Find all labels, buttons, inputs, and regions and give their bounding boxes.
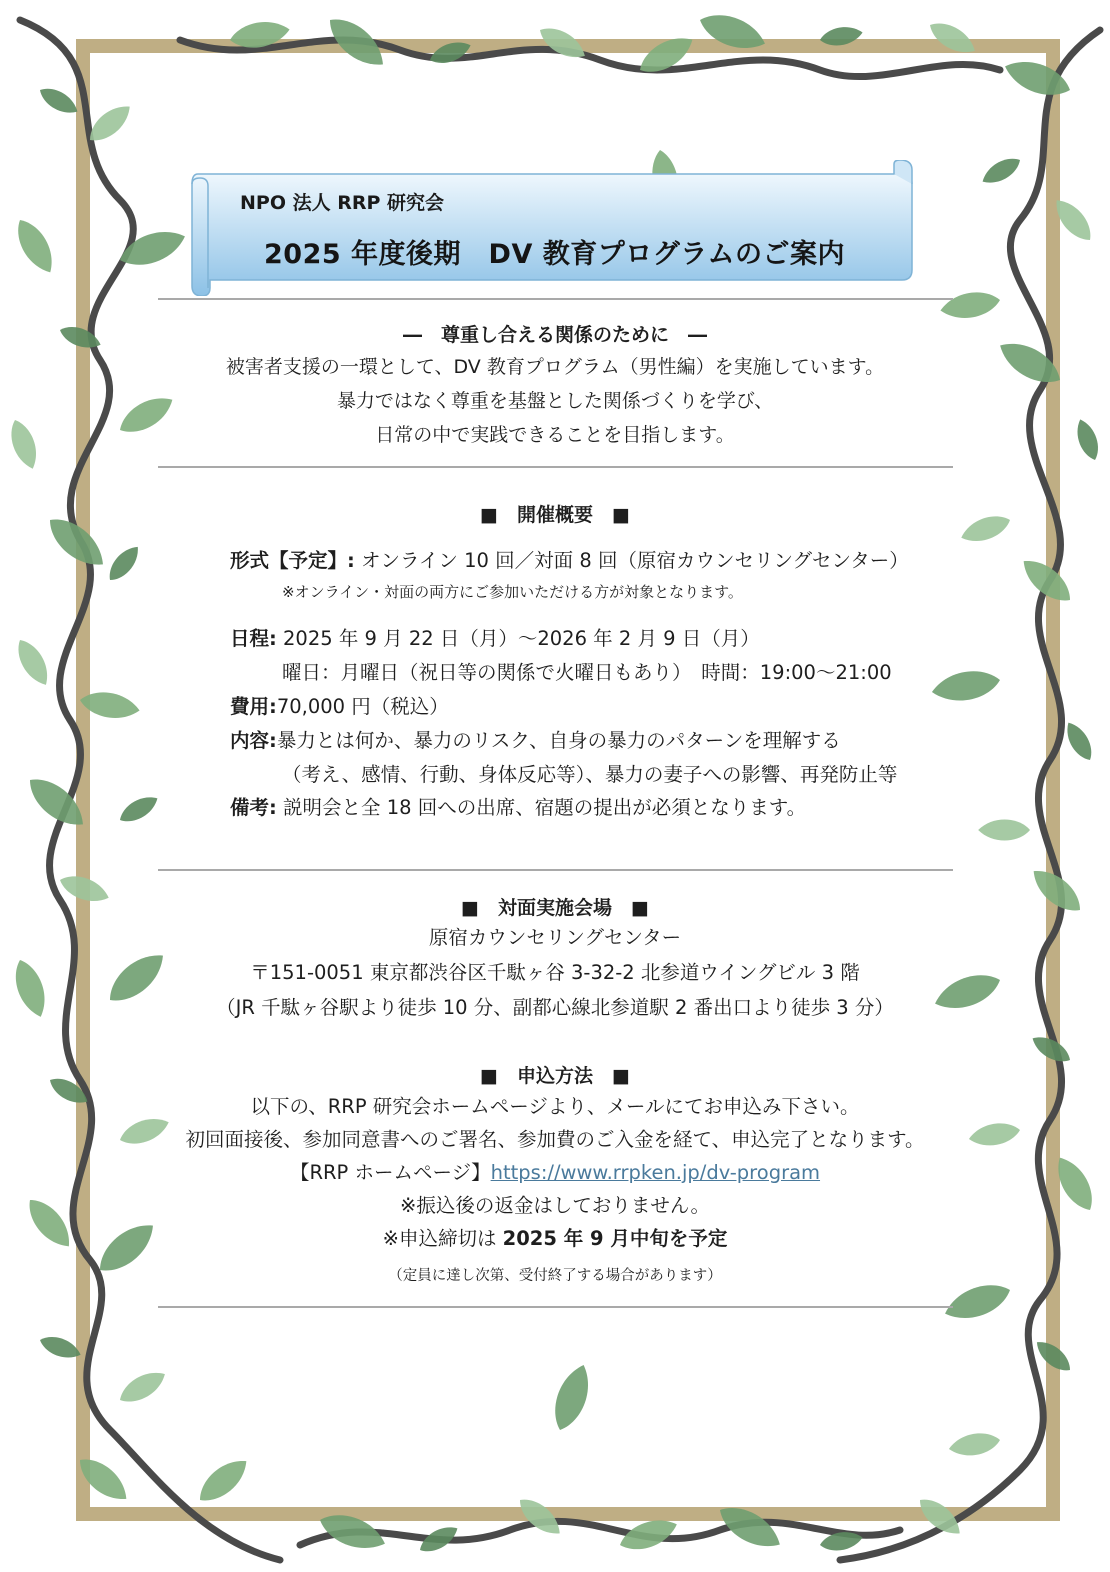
leaf-decoration xyxy=(929,666,1002,706)
remarks-row xyxy=(230,792,806,820)
leaf-decoration xyxy=(938,288,1002,323)
leaf-decoration xyxy=(925,16,980,60)
leaf-decoration xyxy=(1061,718,1098,764)
leaf-decoration xyxy=(947,1430,1002,1460)
format-note: ※オンライン・対面の両方にご参加いただける方が対象となります。 xyxy=(282,583,743,601)
title-banner xyxy=(188,160,916,296)
content-value-continued: （考え、感情、行動、身体反応等）、暴力の妻子への影響、再発防止等 xyxy=(282,763,898,786)
intro-line: 被害者支援の一環として、DV 教育プログラム（男性編）を実施しています。 xyxy=(225,356,885,378)
apply-details xyxy=(140,1090,970,1255)
leaf-decoration xyxy=(11,635,55,690)
homepage-link[interactable]: https://www.rrpken.jp/dv-program xyxy=(490,1161,821,1184)
refund-note: ※振込後の返金はしておりません。 xyxy=(399,1194,710,1217)
leaf-decoration xyxy=(967,1120,1022,1150)
apply-line: 以下の、RRP 研究会ホームページより、メールにてお申込み下さい。 xyxy=(250,1095,860,1118)
schedule-detail: 曜日：月曜日（祝日等の関係で火曜日もあり） 時間：19:00～21:00 xyxy=(282,661,892,684)
overview-heading: ■ 開催概要 ■ xyxy=(480,504,630,526)
fee-label: 費用: xyxy=(230,695,277,718)
leaf-decoration xyxy=(192,1452,254,1510)
leaf-decoration xyxy=(115,1365,170,1409)
venue-name: 原宿カウンセリングセンター xyxy=(428,926,682,949)
format-label: 形式【予定】: xyxy=(230,549,355,572)
leaf-decoration xyxy=(103,541,144,585)
schedule-row xyxy=(230,623,760,651)
leaf-decoration xyxy=(116,791,162,828)
apply-heading: ■ 申込方法 ■ xyxy=(480,1065,630,1087)
leaf-decoration xyxy=(8,956,52,1021)
schedule-value: 2025 年 9 月 22 日（月）～2026 年 2 月 9 日（月） xyxy=(283,627,760,650)
remarks-label: 備考: xyxy=(230,796,277,819)
tagline: ― 尊重し合える関係のために ― xyxy=(402,324,707,346)
content-label: 内容: xyxy=(230,729,277,752)
capacity-note: （定員に達し次第、受付終了する場合があります） xyxy=(388,1268,722,1284)
intro-line: 暴力ではなく尊重を基盤とした関係づくりを学び、 xyxy=(336,390,774,412)
venue-heading: ■ 対面実施会場 ■ xyxy=(461,897,649,919)
apply-line: 初回面接後、参加同意書へのご署名、参加費のご入金を経て、申込完了となります。 xyxy=(185,1128,925,1151)
venue-address: 〒151-0051 東京都渋谷区千駄ヶ谷 3-32-2 北参道ウイングビル 3 階 xyxy=(250,961,860,984)
leaf-decoration xyxy=(547,1360,597,1435)
remarks-value: 説明会と全 18 回への出席、宿題の提出が必須となります。 xyxy=(283,796,807,819)
leaf-decoration xyxy=(36,82,82,119)
leaf-decoration xyxy=(9,214,61,279)
divider xyxy=(158,869,953,871)
content-row xyxy=(230,725,841,753)
deadline-prefix: ※申込締切は xyxy=(382,1227,503,1250)
format-value: オンライン 10 回／対面 8 回（原宿カウンセリングセンター） xyxy=(361,549,909,572)
divider xyxy=(158,298,953,300)
divider xyxy=(158,1306,953,1308)
intro-text xyxy=(140,350,970,452)
homepage-label: 【RRP ホームページ】 xyxy=(289,1161,491,1184)
deadline-value: 2025 年 9 月中旬を予定 xyxy=(502,1227,728,1250)
leaf-decoration xyxy=(21,1192,79,1254)
venue-details xyxy=(140,920,970,1025)
schedule-label: 日程: xyxy=(230,627,277,650)
homepage-row xyxy=(140,1156,970,1189)
intro-line: 日常の中で実践できることを目指します。 xyxy=(375,424,735,446)
content-value: 暴力とは何か、暴力のリスク、自身の暴力のパターンを理解する xyxy=(276,729,841,752)
deadline-row xyxy=(140,1222,970,1255)
venue-access: （JR 千駄ヶ谷駅より徒歩 10 分、副都心線北参道駅 2 番出口より徒歩 3 分） xyxy=(216,996,894,1019)
divider xyxy=(158,466,953,468)
leaf-decoration xyxy=(1072,416,1103,463)
leaf-decoration xyxy=(978,152,1024,189)
fee-row xyxy=(230,691,449,719)
fee-value: 70,000 円（税込） xyxy=(276,695,449,718)
page-title: 2025 年度後期 DV 教育プログラムのご案内 xyxy=(264,239,845,270)
organization-name: NPO 法人 RRP 研究会 xyxy=(240,192,445,214)
format-row xyxy=(230,545,909,573)
leaf-decoration xyxy=(978,819,1030,840)
leaf-decoration xyxy=(5,416,43,472)
scroll-banner-shape xyxy=(188,160,916,296)
